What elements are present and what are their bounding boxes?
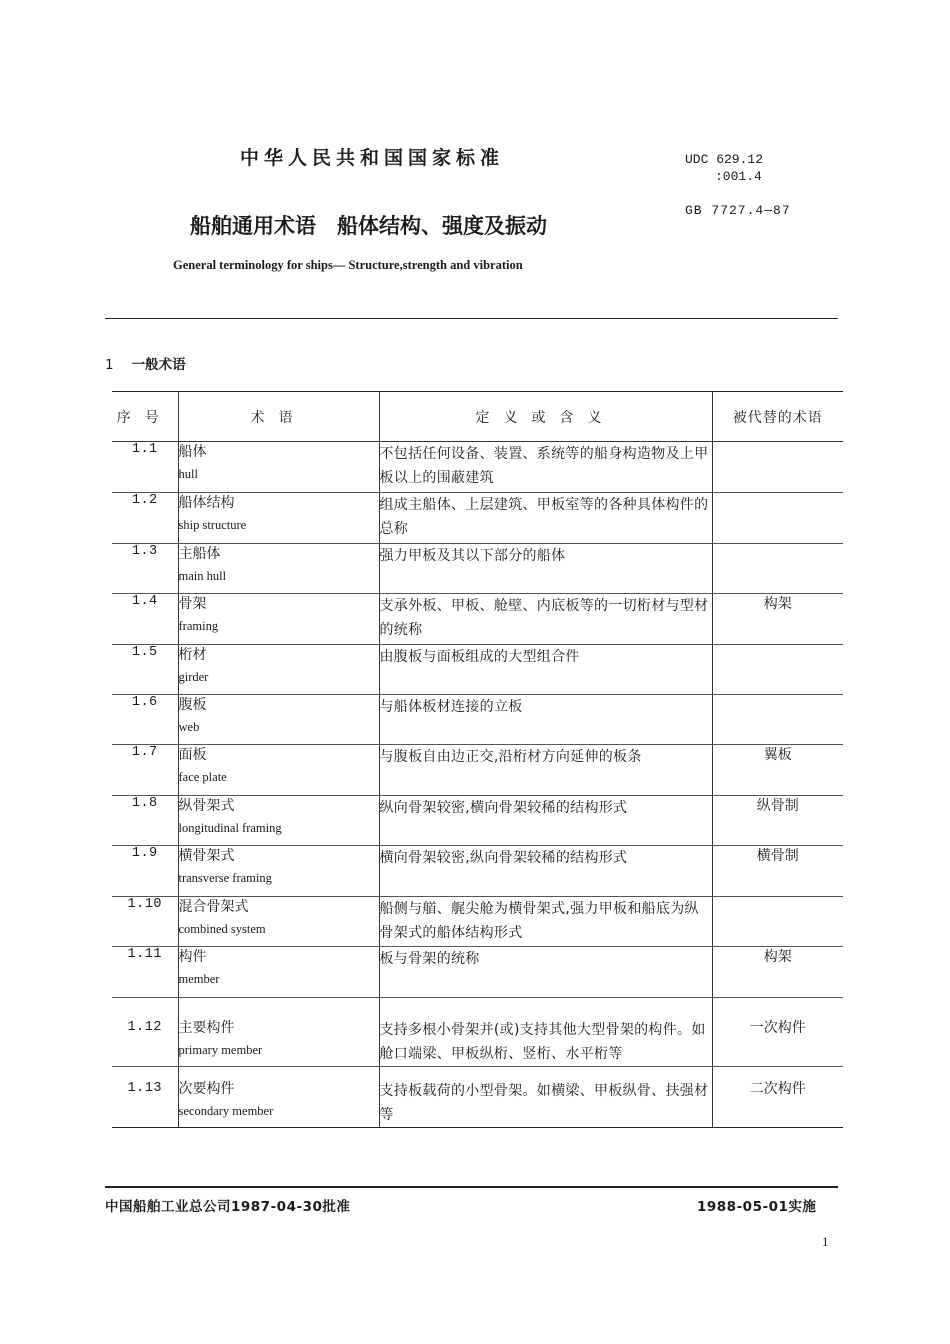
section-heading bbox=[105, 353, 186, 373]
term-english: combined system bbox=[178, 922, 266, 936]
term-definition: 支承外板、甲板、舱壁、内底板等的一切桁材与型材的统称 bbox=[379, 594, 712, 645]
term-cell bbox=[178, 897, 379, 947]
replaced-term: 横骨制 bbox=[712, 846, 843, 897]
replaced-term bbox=[712, 645, 843, 695]
table-row bbox=[112, 897, 843, 947]
term-definition: 组成主船体、上层建筑、甲板室等的各种具体构件的总称 bbox=[379, 493, 712, 544]
standard-category-title: 中华人民共和国国家标准 bbox=[240, 147, 505, 169]
term-chinese: 船体结构 bbox=[178, 495, 235, 511]
term-english: face plate bbox=[178, 770, 227, 784]
term-number: 1.10 bbox=[112, 897, 178, 947]
term-number: 1.8 bbox=[112, 796, 178, 846]
term-number: 1.6 bbox=[112, 695, 178, 745]
header-term: 术语 bbox=[178, 392, 379, 442]
term-definition: 船侧与艏、艉尖舱为横骨架式,强力甲板和船底为纵骨架式的船体结构形式 bbox=[379, 897, 712, 947]
term-number: 1.7 bbox=[112, 745, 178, 796]
term-number: 1.1 bbox=[112, 442, 178, 493]
table-row bbox=[112, 442, 843, 493]
table-row bbox=[112, 1067, 843, 1128]
table-row bbox=[112, 947, 843, 998]
replaced-term bbox=[712, 695, 843, 745]
term-chinese: 构件 bbox=[178, 949, 207, 965]
replaced-term bbox=[712, 544, 843, 594]
term-number: 1.3 bbox=[112, 544, 178, 594]
term-chinese: 次要构件 bbox=[178, 1081, 235, 1097]
term-definition: 强力甲板及其以下部分的船体 bbox=[379, 544, 712, 594]
term-cell bbox=[178, 796, 379, 846]
term-number: 1.2 bbox=[112, 493, 178, 544]
header-replaced-term: 被代替的术语 bbox=[712, 392, 843, 442]
term-chinese: 腹板 bbox=[178, 697, 207, 713]
term-number: 1.13 bbox=[112, 1067, 178, 1128]
term-english: longitudinal framing bbox=[178, 821, 282, 835]
term-definition: 支持多根小骨架并(或)支持其他大型骨架的构件。如舱口端梁、甲板纵桁、竖桁、水平桁等 bbox=[379, 998, 712, 1067]
section-title: 一般术语 bbox=[131, 357, 186, 373]
term-chinese: 面板 bbox=[178, 747, 207, 763]
table-row bbox=[112, 745, 843, 796]
term-cell bbox=[178, 645, 379, 695]
term-english: framing bbox=[178, 619, 219, 633]
term-chinese: 主要构件 bbox=[178, 1020, 235, 1036]
replaced-term bbox=[712, 897, 843, 947]
table-row bbox=[112, 594, 843, 645]
replaced-term: 翼板 bbox=[712, 745, 843, 796]
replaced-term: 构架 bbox=[712, 594, 843, 645]
term-number: 1.4 bbox=[112, 594, 178, 645]
replaced-term: 构架 bbox=[712, 947, 843, 998]
table-header-row bbox=[112, 392, 843, 442]
term-english: ship structure bbox=[178, 518, 247, 532]
term-definition: 支持板载荷的小型骨架。如横梁、甲板纵骨、扶强材等 bbox=[379, 1067, 712, 1128]
term-definition: 由腹板与面板组成的大型组合件 bbox=[379, 645, 712, 695]
term-cell bbox=[178, 947, 379, 998]
term-number: 1.9 bbox=[112, 846, 178, 897]
term-definition: 横向骨架较密,纵向骨架较稀的结构形式 bbox=[379, 846, 712, 897]
page-number: 1 bbox=[822, 1234, 829, 1249]
term-chinese: 横骨架式 bbox=[178, 848, 235, 864]
term-chinese: 纵骨架式 bbox=[178, 798, 235, 814]
term-english: web bbox=[178, 720, 200, 734]
term-chinese: 主船体 bbox=[178, 546, 221, 562]
term-cell bbox=[178, 695, 379, 745]
term-english: girder bbox=[178, 670, 209, 684]
table-row bbox=[112, 846, 843, 897]
term-english: member bbox=[178, 972, 220, 986]
udc-code-line1: UDC 629.12 bbox=[685, 152, 764, 167]
term-definition: 纵向骨架较密,横向骨架较稀的结构形式 bbox=[379, 796, 712, 846]
section-number: 1 bbox=[105, 357, 114, 373]
term-chinese: 船体 bbox=[178, 444, 207, 460]
replaced-term: 二次构件 bbox=[712, 1067, 843, 1128]
terms-table bbox=[112, 391, 843, 1128]
term-chinese: 桁材 bbox=[178, 647, 207, 663]
term-chinese: 骨架 bbox=[178, 596, 207, 612]
footer-divider bbox=[105, 1186, 838, 1188]
english-title: General terminology for ships— Structure,strength and vibration bbox=[173, 258, 523, 272]
document-title: 船舶通用术语 船体结构、强度及振动 bbox=[190, 214, 547, 238]
term-english: main hull bbox=[178, 569, 227, 583]
table-row bbox=[112, 645, 843, 695]
term-cell bbox=[178, 745, 379, 796]
term-definition: 与腹板自由边正交,沿桁材方向延伸的板条 bbox=[379, 745, 712, 796]
term-english: hull bbox=[178, 467, 198, 481]
term-definition: 与船体板材连接的立板 bbox=[379, 695, 712, 745]
replaced-term: 一次构件 bbox=[712, 998, 843, 1067]
term-cell bbox=[178, 544, 379, 594]
term-english: secondary member bbox=[178, 1104, 274, 1118]
header-number: 序号 bbox=[112, 392, 178, 442]
term-cell bbox=[178, 1067, 379, 1128]
term-cell bbox=[178, 998, 379, 1067]
header-divider bbox=[105, 318, 838, 319]
gb-standard-number: GB 7727.4—87 bbox=[685, 203, 791, 218]
udc-code-line2: :001.4 bbox=[715, 169, 762, 184]
table-row bbox=[112, 695, 843, 745]
term-definition: 不包括任何设备、装置、系统等的船身构造物及上甲板以上的围蔽建筑 bbox=[379, 442, 712, 493]
term-english: primary member bbox=[178, 1043, 263, 1057]
effective-date: 1988-05-01实施 bbox=[697, 1199, 817, 1215]
term-cell bbox=[178, 442, 379, 493]
term-cell bbox=[178, 846, 379, 897]
term-definition: 板与骨架的统称 bbox=[379, 947, 712, 998]
term-english: transverse framing bbox=[178, 871, 272, 885]
table-row bbox=[112, 544, 843, 594]
replaced-term bbox=[712, 442, 843, 493]
replaced-term: 纵骨制 bbox=[712, 796, 843, 846]
term-number: 1.5 bbox=[112, 645, 178, 695]
approval-statement: 中国船舶工业总公司1987-04-30批准 bbox=[105, 1199, 351, 1215]
term-cell bbox=[178, 594, 379, 645]
table-row bbox=[112, 998, 843, 1067]
replaced-term bbox=[712, 493, 843, 544]
term-cell bbox=[178, 493, 379, 544]
term-chinese: 混合骨架式 bbox=[178, 899, 249, 915]
term-number: 1.12 bbox=[112, 998, 178, 1067]
term-number: 1.11 bbox=[112, 947, 178, 998]
header-definition: 定义或含义 bbox=[379, 392, 712, 442]
table-row bbox=[112, 493, 843, 544]
table-row bbox=[112, 796, 843, 846]
